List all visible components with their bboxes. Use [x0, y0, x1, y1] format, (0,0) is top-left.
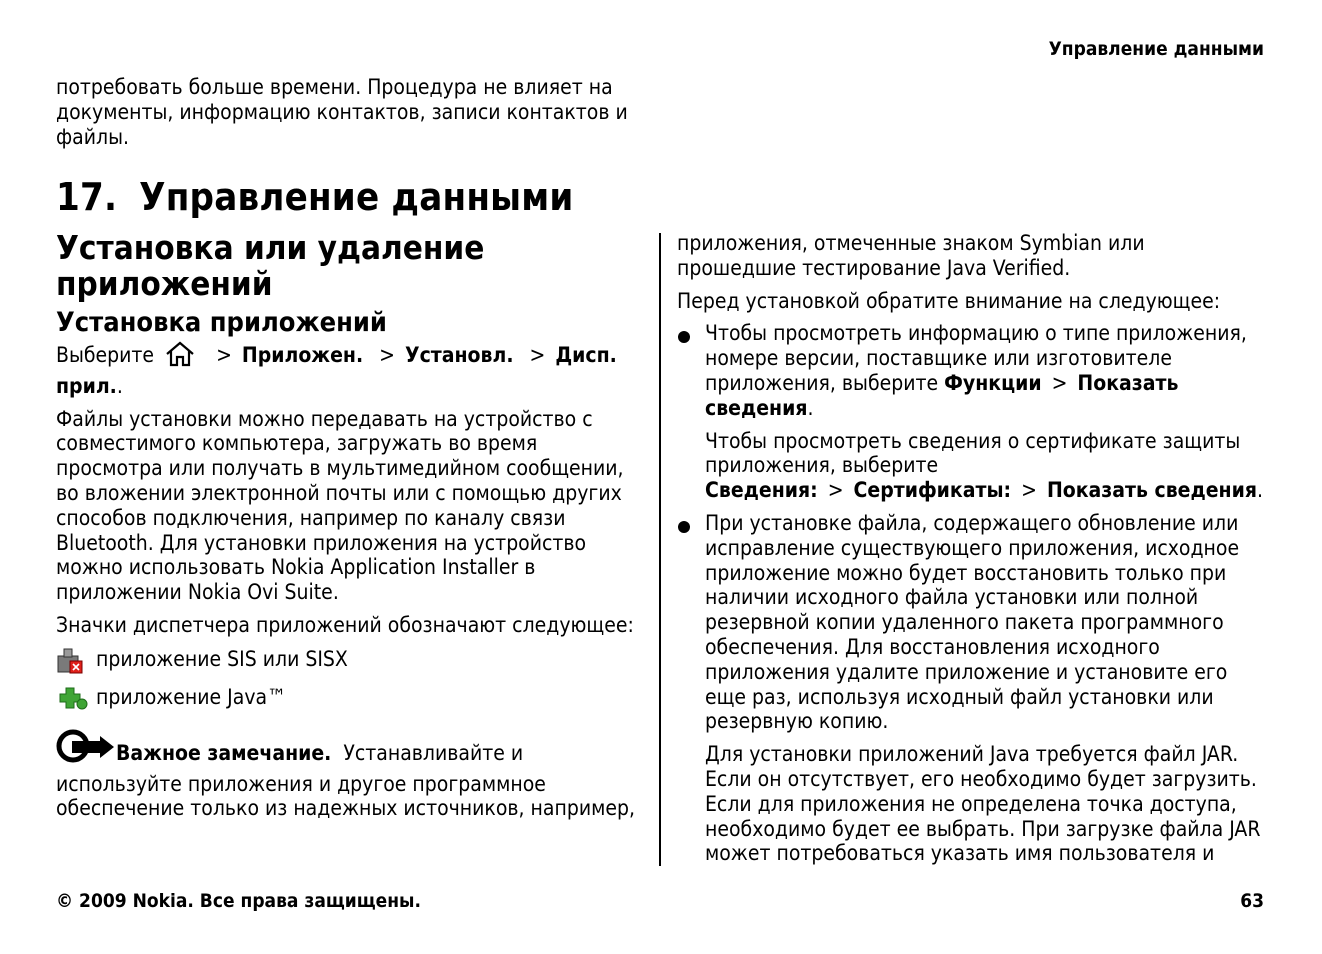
menu-show-details-2: Показать сведения [1046, 478, 1257, 503]
left-column [56, 230, 648, 829]
menu-certificates: Сертификаты: [853, 478, 1012, 503]
home-icon [164, 340, 196, 374]
chapter-number: 17. [56, 175, 118, 219]
menu-app-manager: Дисп. прил. [56, 343, 617, 398]
continued-paragraph: приложения, отмеченные знаком Symbian или прошедшие тестирование Java Verified. [677, 231, 1145, 280]
intro-paragraph: потребовать больше времени. Процедура не влияет на документы, информацию контактов, записи контактов и файлы. [56, 75, 628, 149]
menu-details: Сведения: [705, 478, 818, 503]
icon-legend-row [56, 684, 648, 712]
menu-installed: Установл. [405, 343, 514, 367]
chapter-title [56, 175, 574, 219]
important-note-title: Важное замечание. [116, 740, 332, 765]
section-title: Установка или удаление приложений [56, 228, 485, 303]
icons-intro-paragraph: Значки диспетчера приложений обозначают следующее: [56, 612, 634, 637]
menu-functions: Функции [944, 370, 1042, 395]
sis-package-label: приложение SIS или SISX [96, 647, 348, 672]
column-divider [659, 233, 661, 866]
list-item: При установке файла, содержащего обновление или исправление существующего приложения, исходное приложение можно будет восстановить только при наличии исходного файла установки или полной резервной копии удаленного пакета программного обеспечения. Для восстановления исходного приложения удалите приложение и установите его еще раз, используя исходный файл установки или резервную копию. Для установки приложений Java требуется файл JAR. Если он отсутствует, его необходимо будет загрузить. Если для приложения не определена точка доступа, необходимо будет ее выбрать. При загрузке файла JAR может потребоваться указать имя пользователя и [677, 511, 1269, 866]
java-app-label: приложение Java™ [96, 685, 286, 710]
page-number: 63 [1240, 890, 1264, 912]
list-item: Чтобы просмотреть информацию о типе приложения, номере версии, поставщике или изготовителе приложения, выберите Функции > Показать сведения. Чтобы просмотреть сведения о сертификате защиты приложения, выберите Сведения: > Сертификаты: > Показать сведения. [677, 321, 1269, 503]
menu-path-paragraph: Выберите > Приложен. > Установл. > Дисп. прил.. [56, 340, 648, 399]
footer-copyright: © 2009 Nokia. Все права защищены. [56, 890, 421, 912]
important-note [56, 726, 648, 821]
menu-show-details: Показать сведения [705, 370, 1179, 420]
important-note-text: Устанавливайте и используйте приложения и другое программное обеспечение только из надежных источников, например, [56, 740, 635, 821]
right-column [677, 231, 1269, 874]
sis-package-icon [56, 646, 88, 674]
bullet-icon [678, 331, 690, 343]
chapter-name: Управление данными [139, 175, 574, 219]
important-note-icon [56, 726, 114, 772]
before-install-paragraph: Перед установкой обратите внимание на следующее: [677, 288, 1221, 313]
java-app-icon [56, 684, 88, 712]
bullet-icon [678, 521, 690, 533]
bullet-list [677, 321, 1269, 866]
menu-applications: Приложен. [241, 343, 364, 367]
files-paragraph: Файлы установки можно передавать на устройство с совместимого компьютера, загружать во время просмотра или получать в мультимедийном сообщении, во вложении электронной почты или с помощью других способов подключения, например по каналу связи Bluetooth. Для установки приложения на устройство можно использовать Nokia Application Installer в приложении Nokia Ovi Suite. [56, 406, 624, 605]
subsection-title: Установка приложений [56, 307, 387, 338]
icon-legend-row [56, 646, 648, 674]
running-header: Управление данными [1048, 38, 1264, 60]
